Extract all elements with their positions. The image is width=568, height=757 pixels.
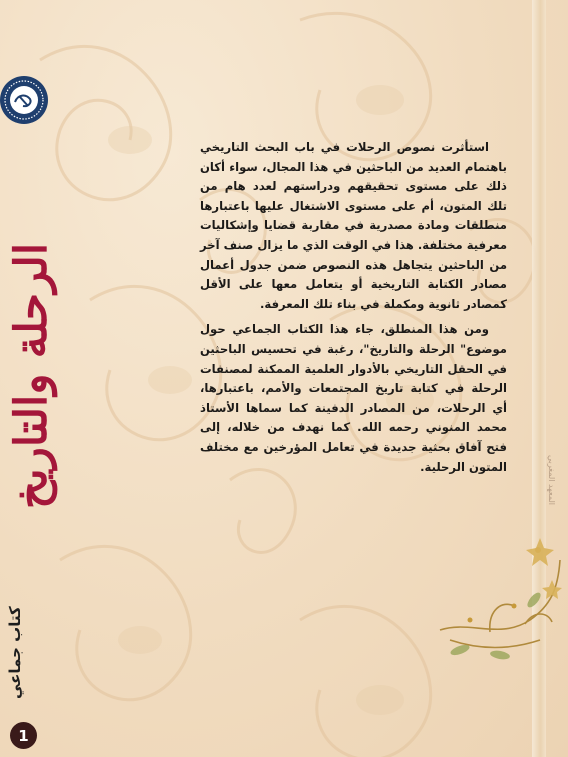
floral-flourish-icon: [430, 520, 568, 680]
book-title-vertical: الرحلة والتاريخ: [6, 242, 57, 510]
institute-seal-icon: [0, 72, 56, 128]
intro-paragraph-2: ومن هذا المنطلق، جاء هذا الكتاب الجماعي حول موضوع" الرحلة والتاريخ"، رغبة في تحسيس الباحثين في الحقل التاريخي بالأدوار العلمية الممكنة لمصنفات الرحلة في كتابة تاريخ المجتمعات والأمم، باعتبارها، أي الرحلات، من المصادر الدفينة كما سماها الأستاذ محمد المنوني رحمه الله. كما نهدف من خلاله، إلى فتح آفاق بحثية جديدة في تعامل المؤرخين مع مختلف المتون الرحلية.: [200, 322, 507, 474]
intro-paragraph-1: استأثرت نصوص الرحلات في باب البحث التاريخي باهتمام العديد من الباحثين في هذا المجال، سواء أكان ذلك على مستوى تحقيقهم ودراستهم لعدد هام من تلك المتون، أم على مستوى الاشتغال عليها باعتبارها منطلقات ومادة مصدرية في مقاربة قضايا وإشكاليات معرفية مختلفة. هذا في الوقت الذي ما يزال صنف آخر من الباحثين يتجاهل هذه النصوص ضمن جدول أعمال مصادر الكتابة التاريخية أو يتعامل معها على الأقل كمصادر ثانوية ومكملة في بناء تلك المعرفة.: [200, 140, 507, 311]
book-subtitle-vertical: كتاب جماعي: [6, 606, 24, 700]
spine-text: المعهد المغربي: [547, 455, 556, 506]
volume-number-badge: 1: [10, 722, 37, 749]
